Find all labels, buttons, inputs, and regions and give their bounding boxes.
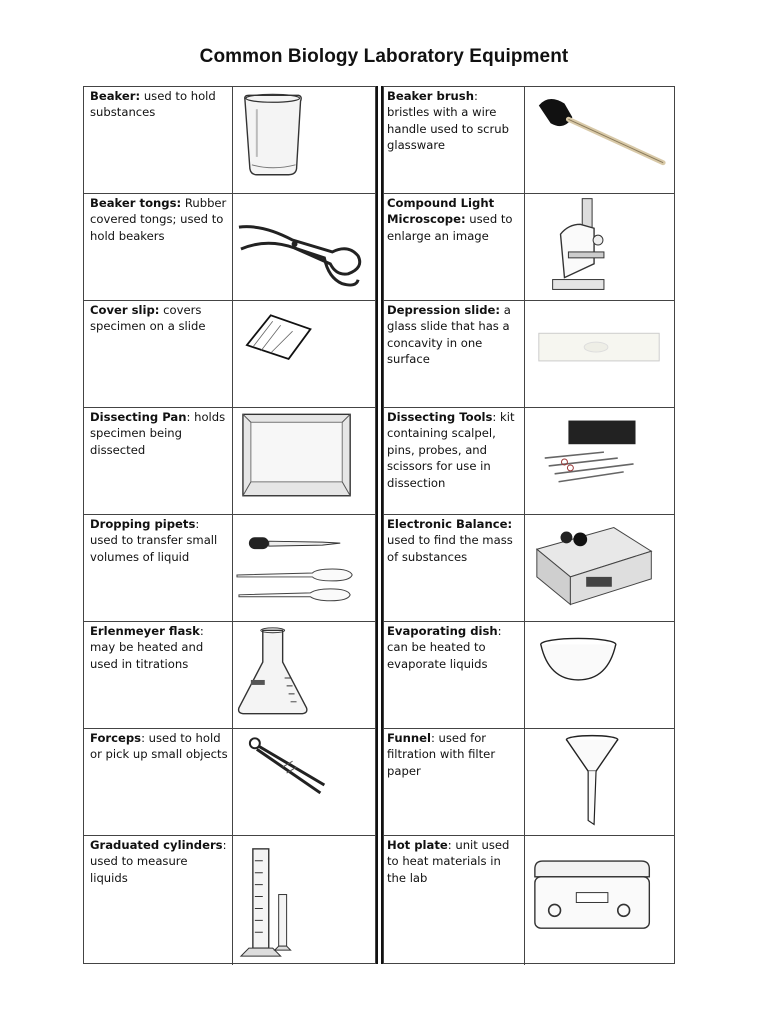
beaker-brush-icon	[525, 87, 674, 193]
equipment-use: : bristles with a wire handle used to scrub glassware	[387, 89, 509, 153]
equipment-use: Rubber covered tongs; used to hold beakers	[90, 196, 227, 243]
equipment-description	[84, 87, 233, 193]
depression-slide-icon	[525, 301, 674, 407]
dissecting-pan-icon	[233, 408, 375, 514]
equipment-name: Compound Light Microscope:	[387, 196, 495, 227]
equipment-description	[384, 408, 525, 514]
microscope-icon	[525, 194, 674, 300]
column-divider	[376, 86, 383, 964]
equipment-use: : may be heated and used in titrations	[90, 624, 204, 671]
equipment-description	[384, 194, 525, 300]
page-title: Common Biology Laboratory Equipment	[199, 46, 569, 67]
equipment-table	[83, 86, 675, 964]
equipment-description	[84, 836, 233, 965]
equipment-description	[84, 515, 233, 621]
right-column	[383, 86, 675, 964]
table-row	[84, 836, 375, 965]
equipment-name: Beaker brush	[387, 89, 474, 103]
equipment-use: : used for filtration with filter paper	[387, 731, 496, 778]
equipment-use: : kit containing scalpel, pins, probes, and scissors for use in dissection	[387, 410, 515, 490]
equipment-description	[384, 515, 525, 621]
equipment-description	[384, 729, 525, 835]
table-row	[384, 194, 674, 301]
table-row	[84, 729, 375, 836]
graduated-cylinders-icon	[233, 836, 375, 965]
equipment-name: Dropping pipets	[90, 517, 196, 531]
equipment-use: : unit used to heat materials in the lab	[387, 838, 510, 885]
equipment-name: Funnel	[387, 731, 431, 745]
table-row	[384, 729, 674, 836]
equipment-use: used to find the mass of substances	[387, 533, 513, 564]
equipment-description	[384, 301, 525, 407]
equipment-name: Erlenmeyer flask	[90, 624, 200, 638]
table-row	[384, 836, 674, 965]
evaporating-dish-icon	[525, 622, 674, 728]
equipment-description	[384, 622, 525, 728]
table-row	[384, 301, 674, 408]
equipment-description	[84, 622, 233, 728]
table-row	[84, 622, 375, 729]
table-row	[384, 87, 674, 194]
equipment-name: Forceps	[90, 731, 142, 745]
equipment-use: : used to transfer small volumes of liquid	[90, 517, 218, 564]
table-row	[84, 301, 375, 408]
table-row	[384, 515, 674, 622]
electronic-balance-icon	[525, 515, 674, 621]
equipment-description	[84, 408, 233, 514]
equipment-name: Cover slip:	[90, 303, 160, 317]
equipment-name: Dissecting Tools	[387, 410, 493, 424]
table-row	[384, 408, 674, 515]
table-row	[384, 622, 674, 729]
equipment-name: Beaker:	[90, 89, 141, 103]
equipment-description	[84, 729, 233, 835]
cover-slip-icon	[233, 301, 375, 407]
dissecting-tools-icon	[525, 408, 674, 514]
equipment-name: Beaker tongs:	[90, 196, 182, 210]
equipment-name: Hot plate	[387, 838, 448, 852]
forceps-icon	[233, 729, 375, 835]
equipment-name: Dissecting Pan	[90, 410, 187, 424]
table-row	[84, 194, 375, 301]
equipment-use: : holds specimen being dissected	[90, 410, 226, 457]
equipment-use: a glass slide that has a concavity in one surface	[387, 303, 511, 367]
equipment-description	[84, 194, 233, 300]
funnel-icon	[525, 729, 674, 835]
equipment-name: Graduated cylinders	[90, 838, 223, 852]
equipment-name: Depression slide:	[387, 303, 501, 317]
equipment-use: : used to measure liquids	[90, 838, 227, 885]
equipment-name: Evaporating dish	[387, 624, 498, 638]
beaker-icon	[233, 87, 375, 193]
hot-plate-icon	[525, 836, 674, 965]
equipment-use: : can be heated to evaporate liquids	[387, 624, 502, 671]
left-column	[83, 86, 376, 964]
table-row	[84, 408, 375, 515]
equipment-use: used to hold substances	[90, 89, 216, 120]
equipment-description	[384, 87, 525, 193]
equipment-name: Electronic Balance:	[387, 517, 513, 531]
equipment-use: used to enlarge an image	[387, 212, 513, 243]
equipment-use: : used to hold or pick up small objects	[90, 731, 228, 762]
erlenmeyer-flask-icon	[233, 622, 375, 728]
beaker-tongs-icon	[233, 194, 375, 300]
equipment-use: covers specimen on a slide	[90, 303, 206, 334]
equipment-description	[384, 836, 525, 965]
table-row	[84, 515, 375, 622]
table-row	[84, 87, 375, 194]
dropping-pipets-icon	[233, 515, 375, 621]
equipment-description	[84, 301, 233, 407]
